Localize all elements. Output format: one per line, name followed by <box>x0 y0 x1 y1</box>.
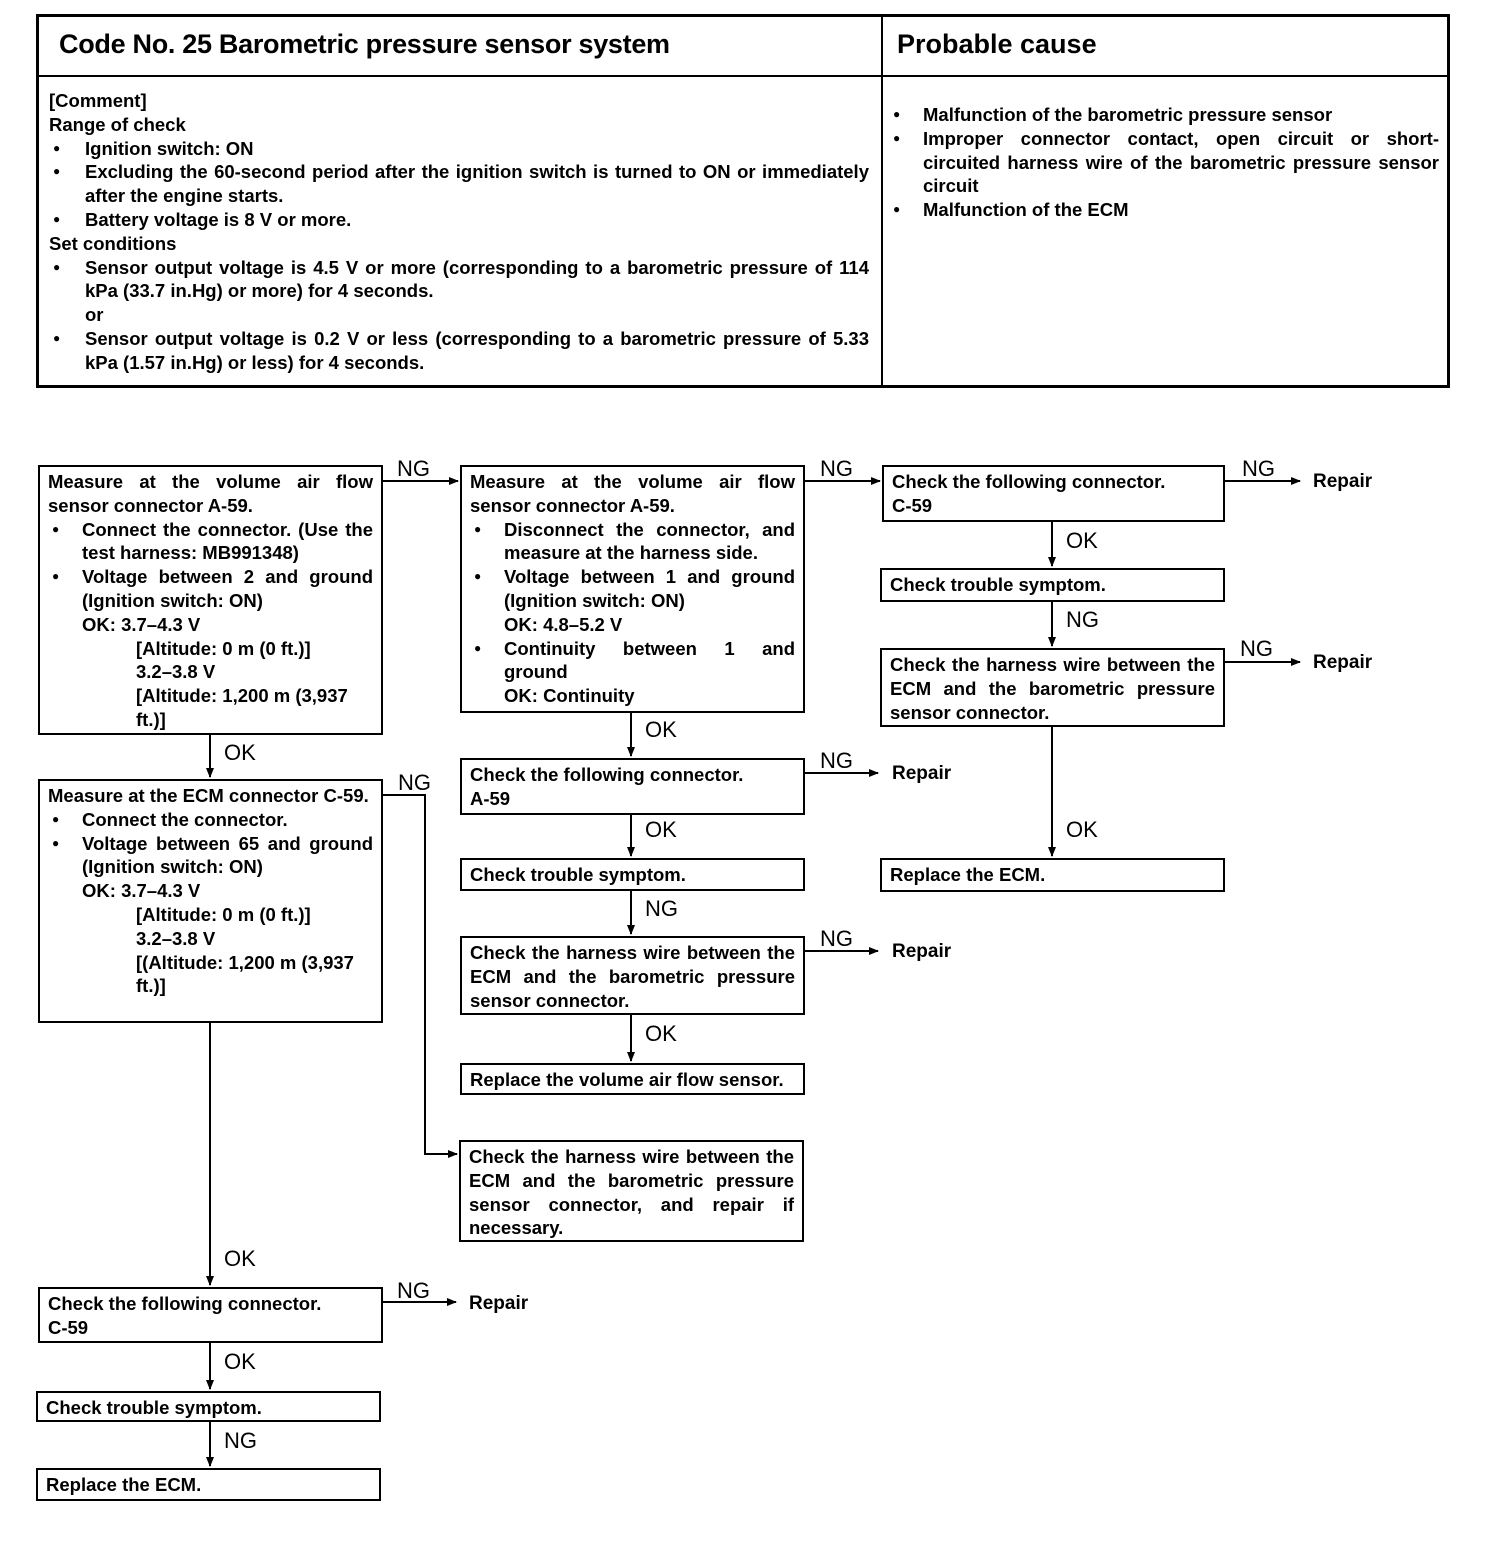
spec-value: 4.8–5.2 V <box>543 613 623 635</box>
ng-label: NG <box>1066 607 1099 632</box>
ng-label: NG <box>820 748 853 773</box>
step-check-connector-c59 <box>882 465 1225 522</box>
step-check-harness-wire <box>880 648 1225 727</box>
ok-label: OK <box>1066 528 1098 553</box>
spec-value: 3.7–4.3 V <box>121 880 201 902</box>
ok-label: OK: <box>504 613 538 635</box>
repair-label: Repair <box>1313 471 1373 492</box>
ng-label: NG <box>820 456 853 481</box>
ng-label: NG <box>1242 456 1275 481</box>
step-title: Check the harness wire between the ECM and the barometric pressure sensor connector, and repair if necessary. <box>469 1146 794 1239</box>
arrow-ng <box>382 795 457 1154</box>
step-bullet: ● Voltage between 2 and ground (Ignition switch: ON) <box>48 565 373 613</box>
step-title: Check the following connector. <box>892 471 1166 492</box>
step-replace-ecm <box>880 858 1225 892</box>
step-bullet: ● Voltage between 65 and ground (Ignition switch: ON) <box>48 832 373 880</box>
ok-label: OK <box>224 1246 256 1271</box>
spec-value: 3.2–3.8 V <box>136 927 216 949</box>
ng-label: NG <box>397 456 430 481</box>
code-title: Code No. 25 Barometric pressure sensor system <box>59 29 670 59</box>
ng-label: NG <box>1240 636 1273 661</box>
repair-label: Repair <box>892 763 952 784</box>
ng-label: NG <box>397 1278 430 1303</box>
repair-label: Repair <box>892 941 952 962</box>
step-title: Measure at the ECM connector C-59. <box>48 785 369 806</box>
set-label: Set conditions <box>49 232 177 254</box>
step-check-harness-repair <box>459 1140 804 1242</box>
ok-label: OK: <box>82 880 116 902</box>
ng-label: NG <box>645 896 678 921</box>
ok-label: OK <box>224 740 256 765</box>
step-check-trouble-symptom <box>36 1391 381 1422</box>
step-check-harness-wire <box>460 936 805 1015</box>
step-title: Replace the volume air flow sensor. <box>470 1069 784 1090</box>
step-title: Check the harness wire between the ECM and the barometric pressure sensor connector. <box>470 942 795 1011</box>
or-text: or <box>85 304 104 326</box>
step-title: Replace the ECM. <box>46 1474 202 1495</box>
range-label: Range of check <box>49 113 186 135</box>
step-replace-ecm <box>36 1468 381 1501</box>
spec-altitude: [(Altitude: 1,200 m (3,937 ft.)] <box>136 951 354 997</box>
step-measure-vaf-connector <box>38 465 383 735</box>
repair-label: Repair <box>469 1293 529 1314</box>
spec-altitude: [Altitude: 0 m (0 ft.)] <box>136 637 311 659</box>
step-bullet: ● Connect the connector. <box>48 808 373 832</box>
step-title: Check trouble symptom. <box>470 864 686 885</box>
ok-label: OK <box>645 717 677 742</box>
spec-value: 3.2–3.8 V <box>136 661 216 683</box>
step-check-connector-a59 <box>460 758 805 815</box>
step-bullet: ● Voltage between 1 and ground (Ignition switch: ON) <box>470 565 795 613</box>
step-title: Replace the ECM. <box>890 864 1046 885</box>
connector-id: C-59 <box>892 494 933 516</box>
range-item: ● Ignition switch: ON <box>49 137 869 161</box>
set-condition: ● Sensor output voltage is 4.5 V or more (corresponding to a barometric pressure of 114 kPa (33.7 in.Hg) or more) for 4 seconds. <box>49 256 869 304</box>
step-bullet: ● Disconnect the connector, and measure at the harness side. <box>470 518 795 566</box>
step-title: Check the following connector. <box>48 1293 322 1314</box>
step-check-trouble-symptom <box>880 568 1225 602</box>
connector-id: C-59 <box>48 1316 89 1338</box>
step-title: Measure at the volume air flow sensor connector A-59. <box>470 471 795 516</box>
ok-label: OK <box>645 817 677 842</box>
ng-label: NG <box>820 926 853 951</box>
repair-label: Repair <box>1313 652 1373 673</box>
spec-altitude: [Altitude: 1,200 m (3,937 ft.)] <box>136 685 348 730</box>
step-title: Check the harness wire between the ECM and the barometric pressure sensor connector. <box>890 654 1215 723</box>
ng-label: NG <box>224 1428 257 1453</box>
cause-item: ● Improper connector contact, open circuit or short-circuited harness wire of the barometric pressure sensor circuit <box>891 127 1439 198</box>
ok-label: OK: <box>82 613 116 635</box>
comment-heading: [Comment] <box>49 90 147 111</box>
cause-item: ● Malfunction of the barometric pressure sensor <box>891 103 1439 127</box>
step-measure-vaf-harness <box>460 465 805 713</box>
step-check-trouble-symptom <box>460 858 805 891</box>
step-title: Check trouble symptom. <box>46 1397 262 1418</box>
ok-label: OK <box>224 1349 256 1374</box>
ok-label: OK <box>1066 817 1098 842</box>
step-check-connector-c59 <box>38 1287 383 1343</box>
spec-value: 3.7–4.3 V <box>121 613 201 635</box>
step-bullet: ● Continuity between 1 and ground <box>470 637 795 685</box>
connector-id: A-59 <box>470 787 511 809</box>
set-condition: ● Sensor output voltage is 0.2 V or less (corresponding to a barometric pressure of 5.33 kPa (1.57 in.Hg) or less) for 4 seconds. <box>49 327 869 375</box>
ok-label: OK <box>645 1021 677 1046</box>
probable-cause-title: Probable cause <box>897 29 1097 59</box>
range-item: ● Excluding the 60-second period after the ignition switch is turned to ON or immediately after the engine starts. <box>49 160 869 208</box>
ok-label: OK: <box>504 685 538 707</box>
spec-value: Continuity <box>543 685 635 707</box>
range-item: ● Battery voltage is 8 V or more. <box>49 208 869 232</box>
step-title: Check trouble symptom. <box>890 574 1106 595</box>
step-title: Measure at the volume air flow sensor connector A-59. <box>48 471 373 516</box>
step-replace-vaf-sensor <box>460 1063 805 1095</box>
ng-label: NG <box>398 770 431 795</box>
spec-altitude: [Altitude: 0 m (0 ft.)] <box>136 903 311 925</box>
step-measure-ecm-connector <box>38 779 383 1023</box>
step-title: Check the following connector. <box>470 764 744 785</box>
cause-item: ● Malfunction of the ECM <box>891 198 1439 222</box>
step-bullet: ● Connect the connector. (Use the test harness: MB991348) <box>48 518 373 566</box>
